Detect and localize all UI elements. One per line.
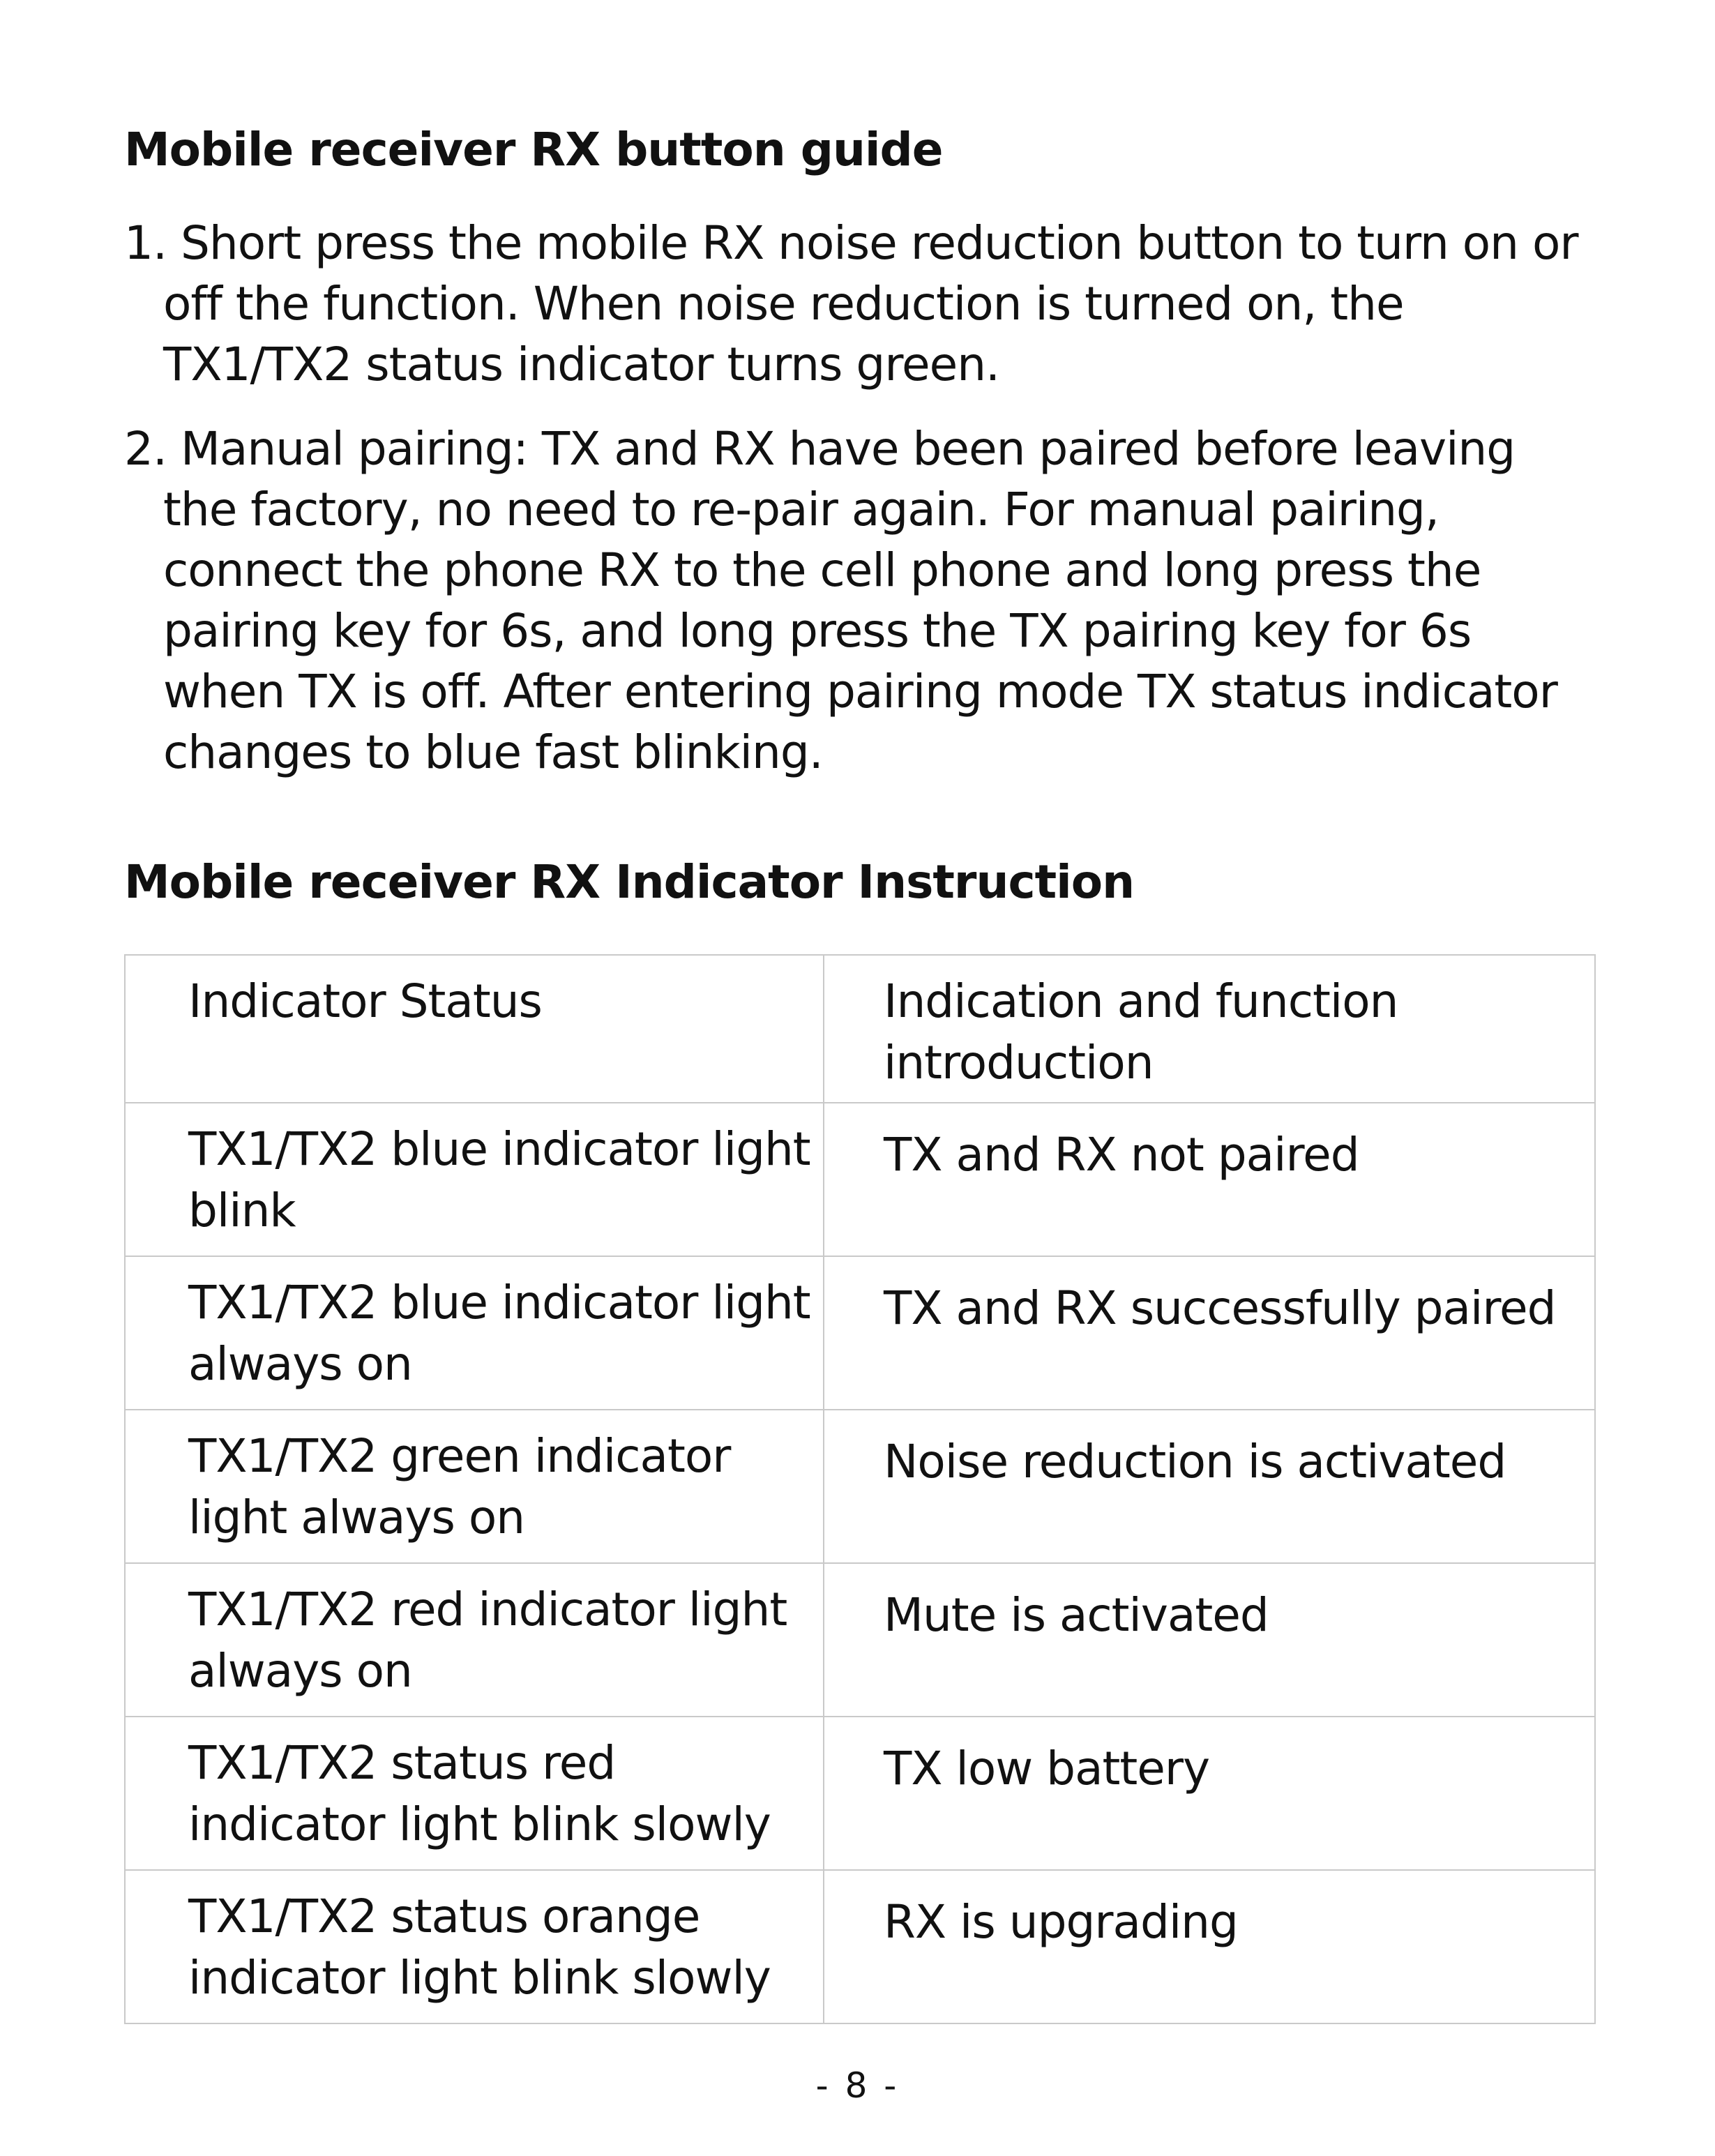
table-row [125,1410,1595,1563]
table-row [125,1717,1595,1870]
indication-cell: RX is upgrading [824,1870,1595,2023]
guide-item-2 [124,419,1596,783]
table-row [125,1256,1595,1410]
indicator-status-cell: TX1/TX2 status orange indicator light blink slowly [125,1870,824,2023]
indicator-instruction-heading: Mobile receiver RX Indicator Instruction [124,855,1135,909]
indication-cell: Mute is activated [824,1563,1595,1717]
table-row [125,1103,1595,1256]
indicator-status-cell: TX1/TX2 blue indicator light blink [125,1103,824,1256]
header-indicator-status: Indicator Status [125,955,824,1103]
table-header-row [125,955,1595,1103]
indication-cell: TX low battery [824,1717,1595,1870]
table-row [125,1563,1595,1717]
guide-item-1 [124,213,1596,395]
header-indication-function: Indication and function introduction [824,955,1595,1103]
indicator-table [124,954,1596,2024]
indicator-status-cell: TX1/TX2 green indicator light always on [125,1410,824,1563]
indicator-status-cell: TX1/TX2 red indicator light always on [125,1563,824,1717]
indicator-status-cell: TX1/TX2 status red indicator light blink slowly [125,1717,824,1870]
button-guide-heading: Mobile receiver RX button guide [124,123,943,176]
indicator-status-cell: TX1/TX2 blue indicator light always on [125,1256,824,1410]
guide-item-2-number: 2. [124,422,167,476]
indication-cell: TX and RX successfully paired [824,1256,1595,1410]
guide-item-1-number: 1. [124,216,167,270]
indication-cell: TX and RX not paired [824,1103,1595,1256]
table-row [125,1870,1595,2023]
page-number: - 8 - [815,2065,900,2106]
guide-item-1-text: Short press the mobile RX noise reduction button to turn on or off the function. When noise reduction is turned on, the TX1/TX2 status indicator turns green. [163,216,1578,391]
indication-cell: Noise reduction is activated [824,1410,1595,1563]
guide-item-2-text: Manual pairing: TX and RX have been paired before leaving the factory, no need to re-pair again. For manual pairing, connect the phone RX to the cell phone and long press the pairing key for 6s, and long press the TX pairing key for 6s when TX is off. After entering pairing mode TX status indicator changes to blue fast blinking. [163,422,1557,779]
